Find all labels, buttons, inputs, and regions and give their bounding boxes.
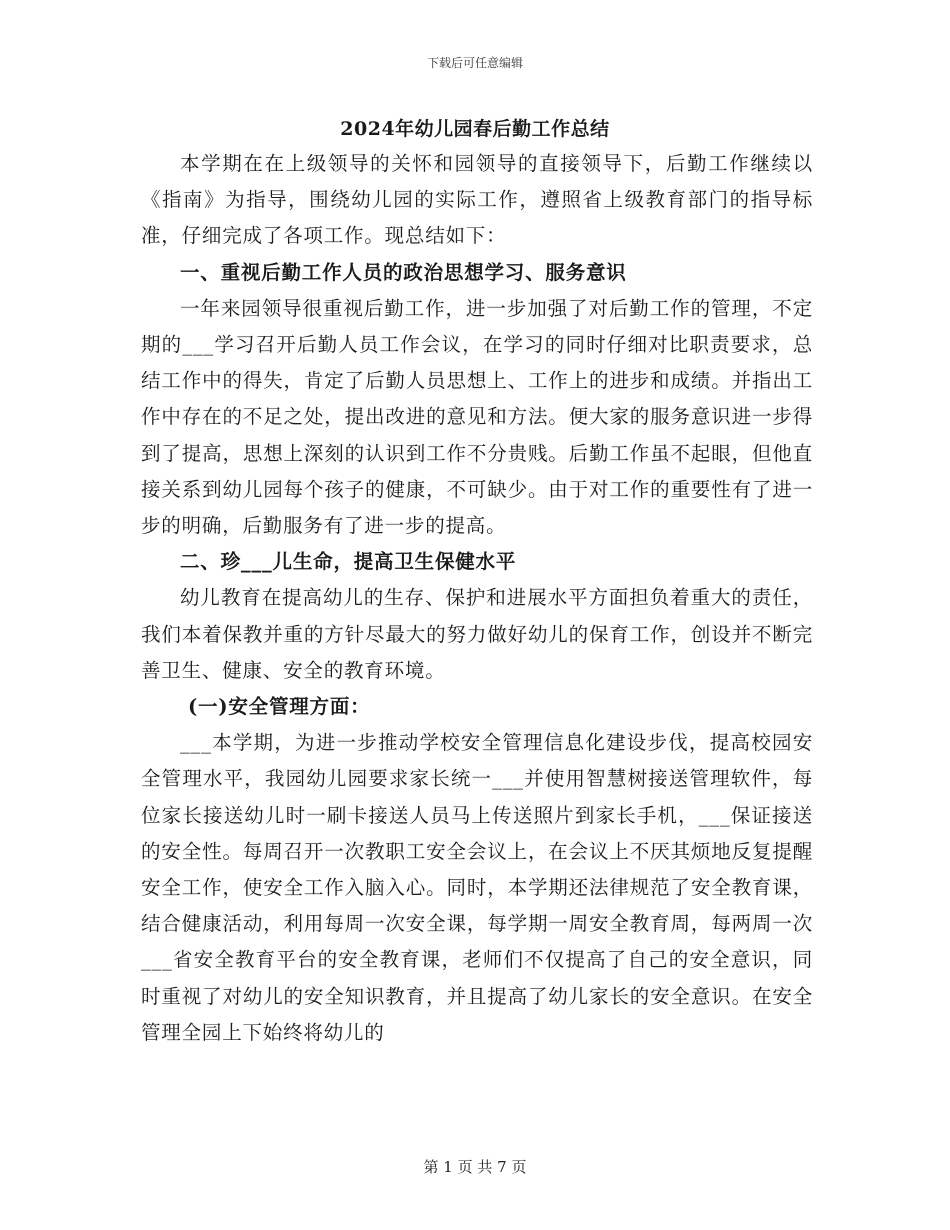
intro-paragraph: 本学期在在上级领导的关怀和园领导的直接领导下，后勤工作继续以《指南》为指导，围绕幼儿园的实际工作，遵照省上级教育部门的指导标准，仔细完成了各项工作。现总结如下： — [141, 152, 813, 248]
document-body — [141, 146, 813, 1051]
section-1-paragraph: 一年来园领导很重视后勤工作，进一步加强了对后勤工作的管理，不定期的___学习召开后勤人员工作会议，在学习的同时仔细对比职责要求，总结工作中的得失，肯定了后勤人员思想上、工作上的进步和成绩。并指出工作中存在的不足之处，提出改进的意见和方法。便大家的服务意识进一步得到了提高，思想上深刻的认识到工作不分贵贱。后勤工作虽不起眼，但他直接关系到幼儿园每个孩子的健康，不可缺少。由于对工作的重要性有了进一步的明确，后勤服务有了进一步的提高。 — [141, 296, 813, 538]
safety-management-heading: (一)安全管理方面： — [188, 695, 371, 719]
document-title: 2024年幼儿园春后勤工作总结 — [340, 118, 610, 140]
section-2-paragraph: 幼儿教育在提高幼儿的生存、保护和进展水平方面担负着重大的责任，我们本着保教并重的方针尽最大的努力做好幼儿的保育工作，创设并不断完善卫生、健康、安全的教育环境。 — [141, 586, 813, 682]
safety-management-paragraph: ___本学期，为进一步推动学校安全管理信息化建设步伐，提高校园安全管理水平，我园幼儿园要求家长统一___并使用智慧树接送管理软件，每位家长接送幼儿时一刷卡接送人员马上传送照片到家长手机，___保证接送的安全性。每周召开一次教职工安全会议上，在会议上不厌其烦地反复提醒安全工作，使安全工作入脑入心。同时，本学期还法律规范了安全教育课，结合健康活动，利用每周一次安全课，每学期一周安全教育周，每两周一次___省安全教育平台的安全教育课，老师们不仅提高了自己的安全意识，同时重视了对幼儿的安全知识教育，并且提高了幼儿家长的安全意识。在安全管理全园上下始终将幼儿的 — [141, 731, 813, 1044]
header-note: 下载后可任意编辑 — [426, 56, 523, 70]
section-2-heading: 二、珍___儿生命，提高卫生保健水平 — [180, 550, 517, 574]
section-1-heading: 一、重视后勤工作人员的政治思想学习、服务意识 — [180, 260, 627, 284]
page-footer: 第 1 页 共 7 页 — [423, 1158, 527, 1176]
